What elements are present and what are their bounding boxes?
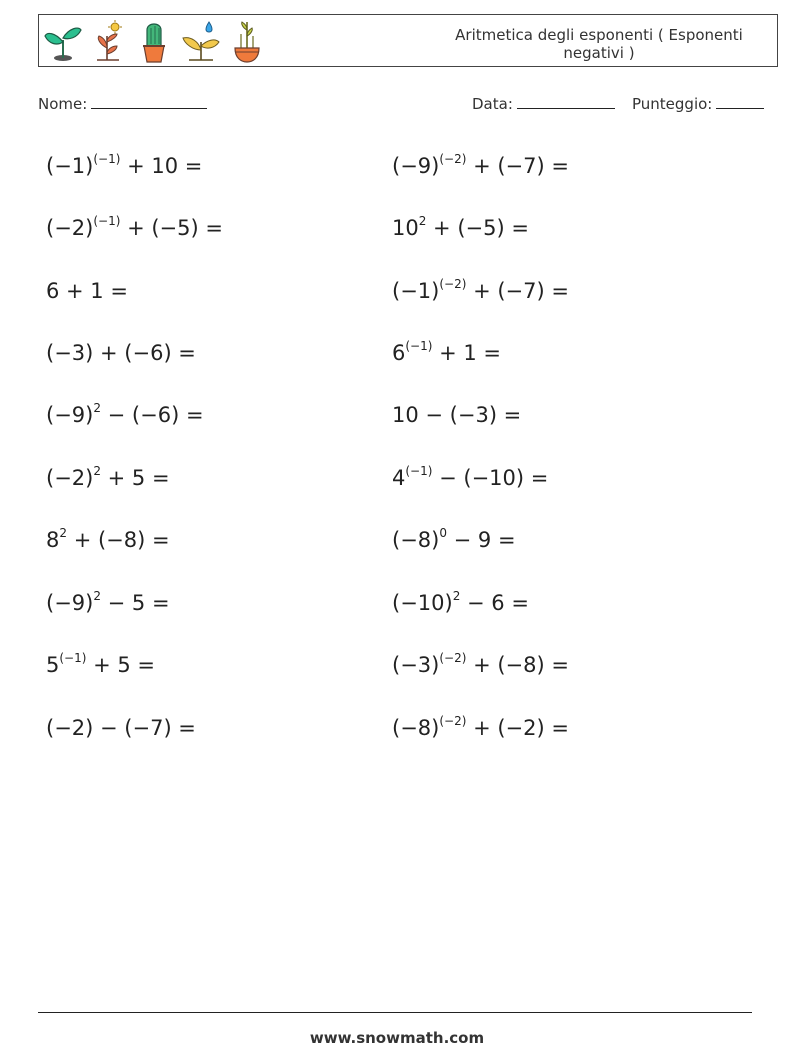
problem-left-4: (−3) + (−6) =: [46, 341, 196, 365]
problem-left-8: $(-9)^2 - 5$ =: [46, 589, 170, 615]
header-icons: [43, 18, 267, 64]
problem-right-1: $(-9)^{(-2)} + (-7)$ =: [392, 152, 569, 178]
date-field: [472, 94, 615, 113]
sprout-icon: [43, 18, 83, 64]
worksheet-title: Aritmetica degli esponenti ( Esponenti negativi ): [455, 26, 743, 62]
footer-divider: [38, 1012, 752, 1013]
problem-right-4: $6^{(-1)} + 1$ =: [392, 339, 502, 365]
problem-left-10: (−2) − (−7) =: [46, 716, 196, 740]
problem-left-9: $5^{(-1)} + 5$ =: [46, 651, 156, 677]
problem-right-5: 10 − (−3) =: [392, 403, 522, 427]
problem-left-1: $(-1)^{(-1)} + 10$ =: [46, 152, 203, 178]
footer-url[interactable]: www.snowmath.com: [309, 1029, 485, 1047]
problem-right-10: $(-8)^{(-2)} + (-2)$ =: [392, 714, 569, 740]
worksheet-header: [38, 14, 778, 67]
problem-right-8: $(-10)^2 - 6$ =: [392, 589, 529, 615]
problem-left-7: $8^2 + (-8)$ =: [46, 526, 170, 552]
name-label: Nome:: [38, 95, 88, 113]
cactus-pot-icon: [135, 18, 175, 64]
potted-plant-icon: [227, 18, 267, 64]
problem-left-2: $(-2)^{(-1)} + (-5)$ =: [46, 214, 223, 240]
score-field: [632, 94, 764, 113]
score-blank[interactable]: [716, 94, 764, 109]
problem-left-6: $(-2)^2 + 5$ =: [46, 464, 170, 490]
name-field: [38, 94, 207, 113]
date-blank[interactable]: [517, 94, 615, 109]
date-label: Data:: [472, 95, 513, 113]
plant-water-drop-icon: [181, 18, 221, 64]
problem-right-6: $4^{(-1)} - (-10)$ =: [392, 464, 549, 490]
score-label: Punteggio:: [632, 95, 713, 113]
problem-right-3: $(-1)^{(-2)} + (-7)$ =: [392, 277, 569, 303]
problem-left-3: 6 + 1 =: [46, 279, 128, 303]
problem-right-9: $(-3)^{(-2)} + (-8)$ =: [392, 651, 569, 677]
problem-left-5: $(-9)^2 - (-6)$ =: [46, 401, 204, 427]
problem-right-2: $10^2 + (-5)$ =: [392, 214, 529, 240]
problem-right-7: $(-8)^0 - 9$ =: [392, 526, 516, 552]
flower-sun-icon: [89, 18, 129, 64]
name-blank[interactable]: [91, 94, 207, 109]
